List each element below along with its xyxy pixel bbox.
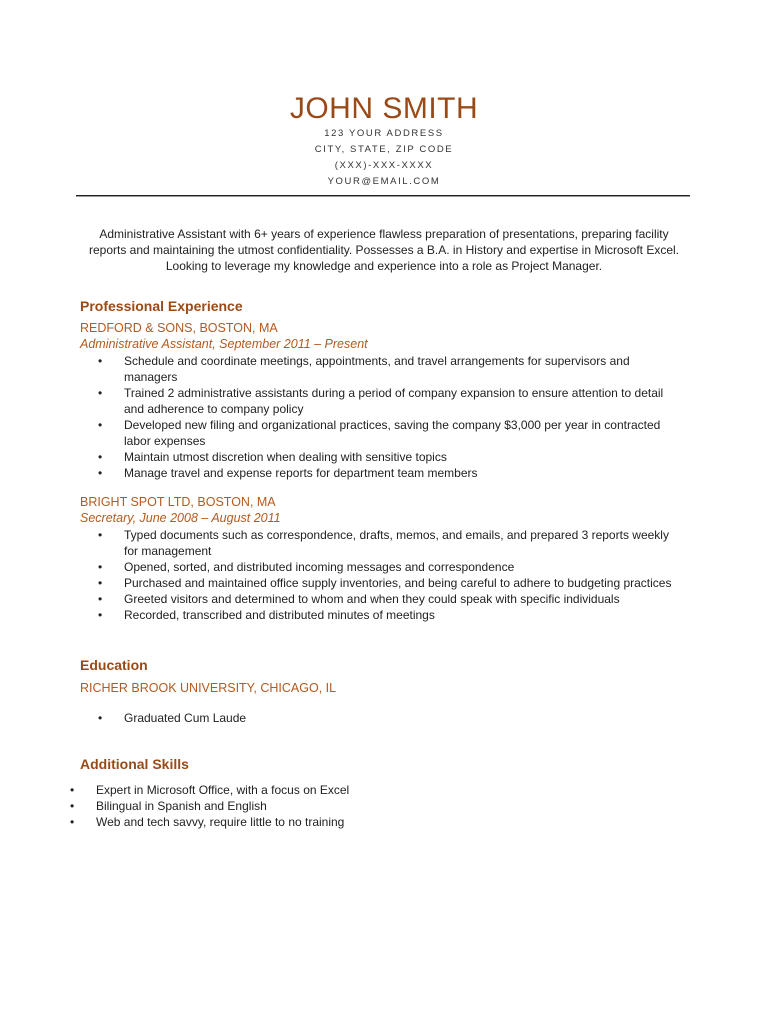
list-item: • Developed new filing and organizational practices, saving the company $3,000 per year in contracted labor expenses xyxy=(98,417,698,449)
summary-line: Looking to leverage my knowledge and experience into a role as Project Manager. xyxy=(165,259,603,273)
job-role: Secretary, June 2008 – August 2011 xyxy=(80,511,281,525)
contact-email: YOUR@EMAIL.COM xyxy=(327,176,441,187)
section-heading-skills: Additional Skills xyxy=(80,756,189,772)
list-item: • Bilingual in Spanish and English xyxy=(70,798,690,814)
contact-phone: (XXX)-XXX-XXXX xyxy=(334,160,434,171)
list-item: • Expert in Microsoft Office, with a focus on Excel xyxy=(70,782,690,798)
job-employer: REDFORD & SONS, BOSTON, MA xyxy=(80,321,278,335)
job-employer: BRIGHT SPOT LTD, BOSTON, MA xyxy=(80,495,276,509)
job-role: Administrative Assistant, September 2011 – Present xyxy=(80,337,368,351)
resume-name: JOHN SMITH xyxy=(289,92,479,125)
contact-city: CITY, STATE, ZIP CODE xyxy=(314,144,454,155)
list-item: • Greeted visitors and determined to whom and when they could speak with specific individuals xyxy=(98,591,698,607)
list-item: • Maintain utmost discretion when dealing with sensitive topics xyxy=(98,449,698,465)
list-item: • Typed documents such as correspondence, drafts, memos, and emails, and prepared 3 reports weekly for management xyxy=(98,527,698,559)
contact-address: 123 YOUR ADDRESS xyxy=(324,128,444,139)
summary xyxy=(72,226,696,274)
education-bullets xyxy=(98,710,698,726)
header-divider xyxy=(76,195,690,197)
list-item: • Manage travel and expense reports for department team members xyxy=(98,465,698,481)
list-item: • Graduated Cum Laude xyxy=(98,710,698,726)
list-item: • Purchased and maintained office supply inventories, and being careful to adhere to budgeting practices xyxy=(98,575,698,591)
list-item: • Trained 2 administrative assistants during a period of company expansion to ensure attention to detail and adherence to company policy xyxy=(98,385,698,417)
section-heading-experience: Professional Experience xyxy=(80,298,243,314)
job-bullets xyxy=(98,353,698,481)
skills-bullets xyxy=(70,782,690,830)
list-item: • Schedule and coordinate meetings, appointments, and travel arrangements for supervisors and managers xyxy=(98,353,698,385)
list-item: • Recorded, transcribed and distributed minutes of meetings xyxy=(98,607,698,623)
section-heading-education: Education xyxy=(80,657,148,673)
summary-line: reports and maintaining the utmost confidentiality. Possesses a B.A. in History and expertise in Microsoft Excel. xyxy=(88,243,680,257)
list-item: • Web and tech savvy, require little to no training xyxy=(70,814,690,830)
list-item: • Opened, sorted, and distributed incoming messages and correspondence xyxy=(98,559,698,575)
job-bullets xyxy=(98,527,698,623)
education-school: RICHER BROOK UNIVERSITY, CHICAGO, IL xyxy=(80,681,337,695)
summary-line: Administrative Assistant with 6+ years of experience flawless preparation of presentations, preparing facility xyxy=(99,227,669,241)
